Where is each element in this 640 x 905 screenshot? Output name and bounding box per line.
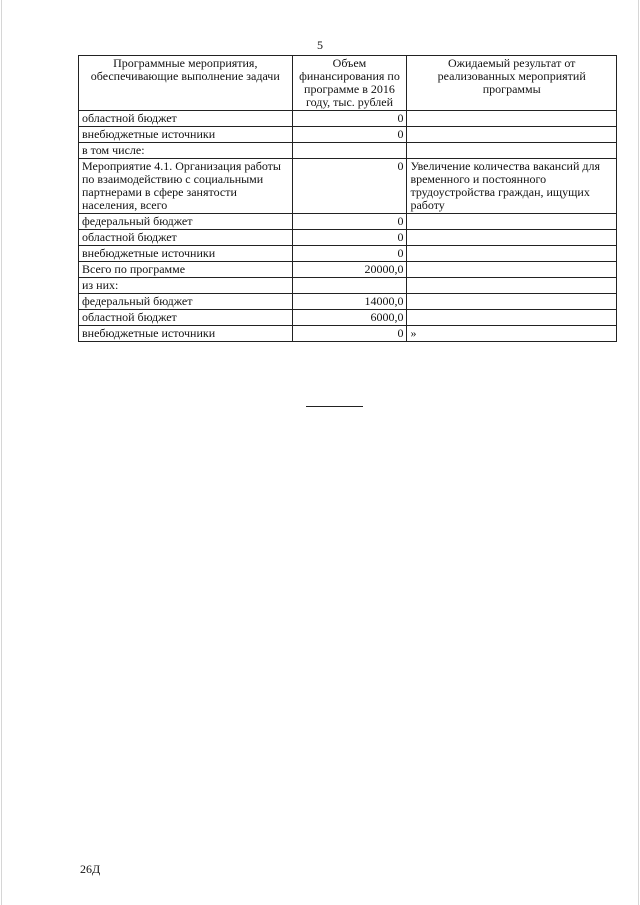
- page-edge-right: [638, 0, 639, 905]
- row-amount-cell: 0: [292, 246, 407, 262]
- row-activity-cell: в том числе:: [79, 143, 293, 159]
- table-row: [79, 214, 617, 230]
- row-amount-cell: 6000,0: [292, 310, 407, 326]
- table-header-row: [79, 56, 617, 111]
- row-activity-cell: федеральный бюджет: [79, 214, 293, 230]
- row-result-cell: [407, 262, 617, 278]
- closing-divider-line: [306, 406, 363, 407]
- table-row: [79, 326, 617, 342]
- page-number: 5: [317, 38, 323, 52]
- row-result-cell: Увеличение количества вакансий для временного и постоянного трудоустройства граждан, ищущих работу: [407, 159, 617, 214]
- row-result-cell: [407, 246, 617, 262]
- row-amount-cell: [292, 143, 407, 159]
- table-row: [79, 159, 617, 214]
- header-activities: Программные мероприятия, обеспечивающие выполнение задачи: [79, 56, 293, 111]
- row-result-cell: [407, 294, 617, 310]
- row-amount-cell: 14000,0: [292, 294, 407, 310]
- table-row: [79, 230, 617, 246]
- table-row: [79, 246, 617, 262]
- row-activity-cell: внебюджетные источники: [79, 127, 293, 143]
- row-amount-cell: [292, 278, 407, 294]
- table-row: [79, 111, 617, 127]
- header-funding: Объем финансирования по программе в 2016 году, тыс. рублей: [292, 56, 407, 111]
- row-activity-cell: Мероприятие 4.1. Организация работы по взаимодействию с социальными партнерами в сфере занятости населения, всего: [79, 159, 293, 214]
- row-amount-cell: 20000,0: [292, 262, 407, 278]
- table-row: [79, 262, 617, 278]
- document-code: 26Д: [80, 862, 101, 876]
- table-row: [79, 278, 617, 294]
- row-activity-cell: внебюджетные источники: [79, 326, 293, 342]
- row-activity-cell: из них:: [79, 278, 293, 294]
- row-result-cell: [407, 111, 617, 127]
- header-expected-result: Ожидаемый результат от реализованных мероприятий программы: [407, 56, 617, 111]
- row-amount-cell: 0: [292, 230, 407, 246]
- row-result-cell: [407, 214, 617, 230]
- table-row: [79, 143, 617, 159]
- row-amount-cell: 0: [292, 159, 407, 214]
- row-activity-cell: федеральный бюджет: [79, 294, 293, 310]
- row-amount-cell: 0: [292, 326, 407, 342]
- row-result-cell: [407, 143, 617, 159]
- program-activities-table: [78, 55, 617, 342]
- row-result-cell: [407, 310, 617, 326]
- row-activity-cell: областной бюджет: [79, 230, 293, 246]
- row-result-cell: [407, 278, 617, 294]
- row-activity-cell: областной бюджет: [79, 310, 293, 326]
- row-amount-cell: 0: [292, 214, 407, 230]
- page-edge-left: [1, 0, 2, 905]
- row-activity-cell: областной бюджет: [79, 111, 293, 127]
- row-amount-cell: 0: [292, 127, 407, 143]
- table-row: [79, 294, 617, 310]
- row-result-cell: [407, 230, 617, 246]
- row-activity-cell: внебюджетные источники: [79, 246, 293, 262]
- row-activity-cell: Всего по программе: [79, 262, 293, 278]
- table-row: [79, 127, 617, 143]
- row-result-cell: [407, 127, 617, 143]
- table-row: [79, 310, 617, 326]
- row-result-cell: »: [407, 326, 617, 342]
- row-amount-cell: 0: [292, 111, 407, 127]
